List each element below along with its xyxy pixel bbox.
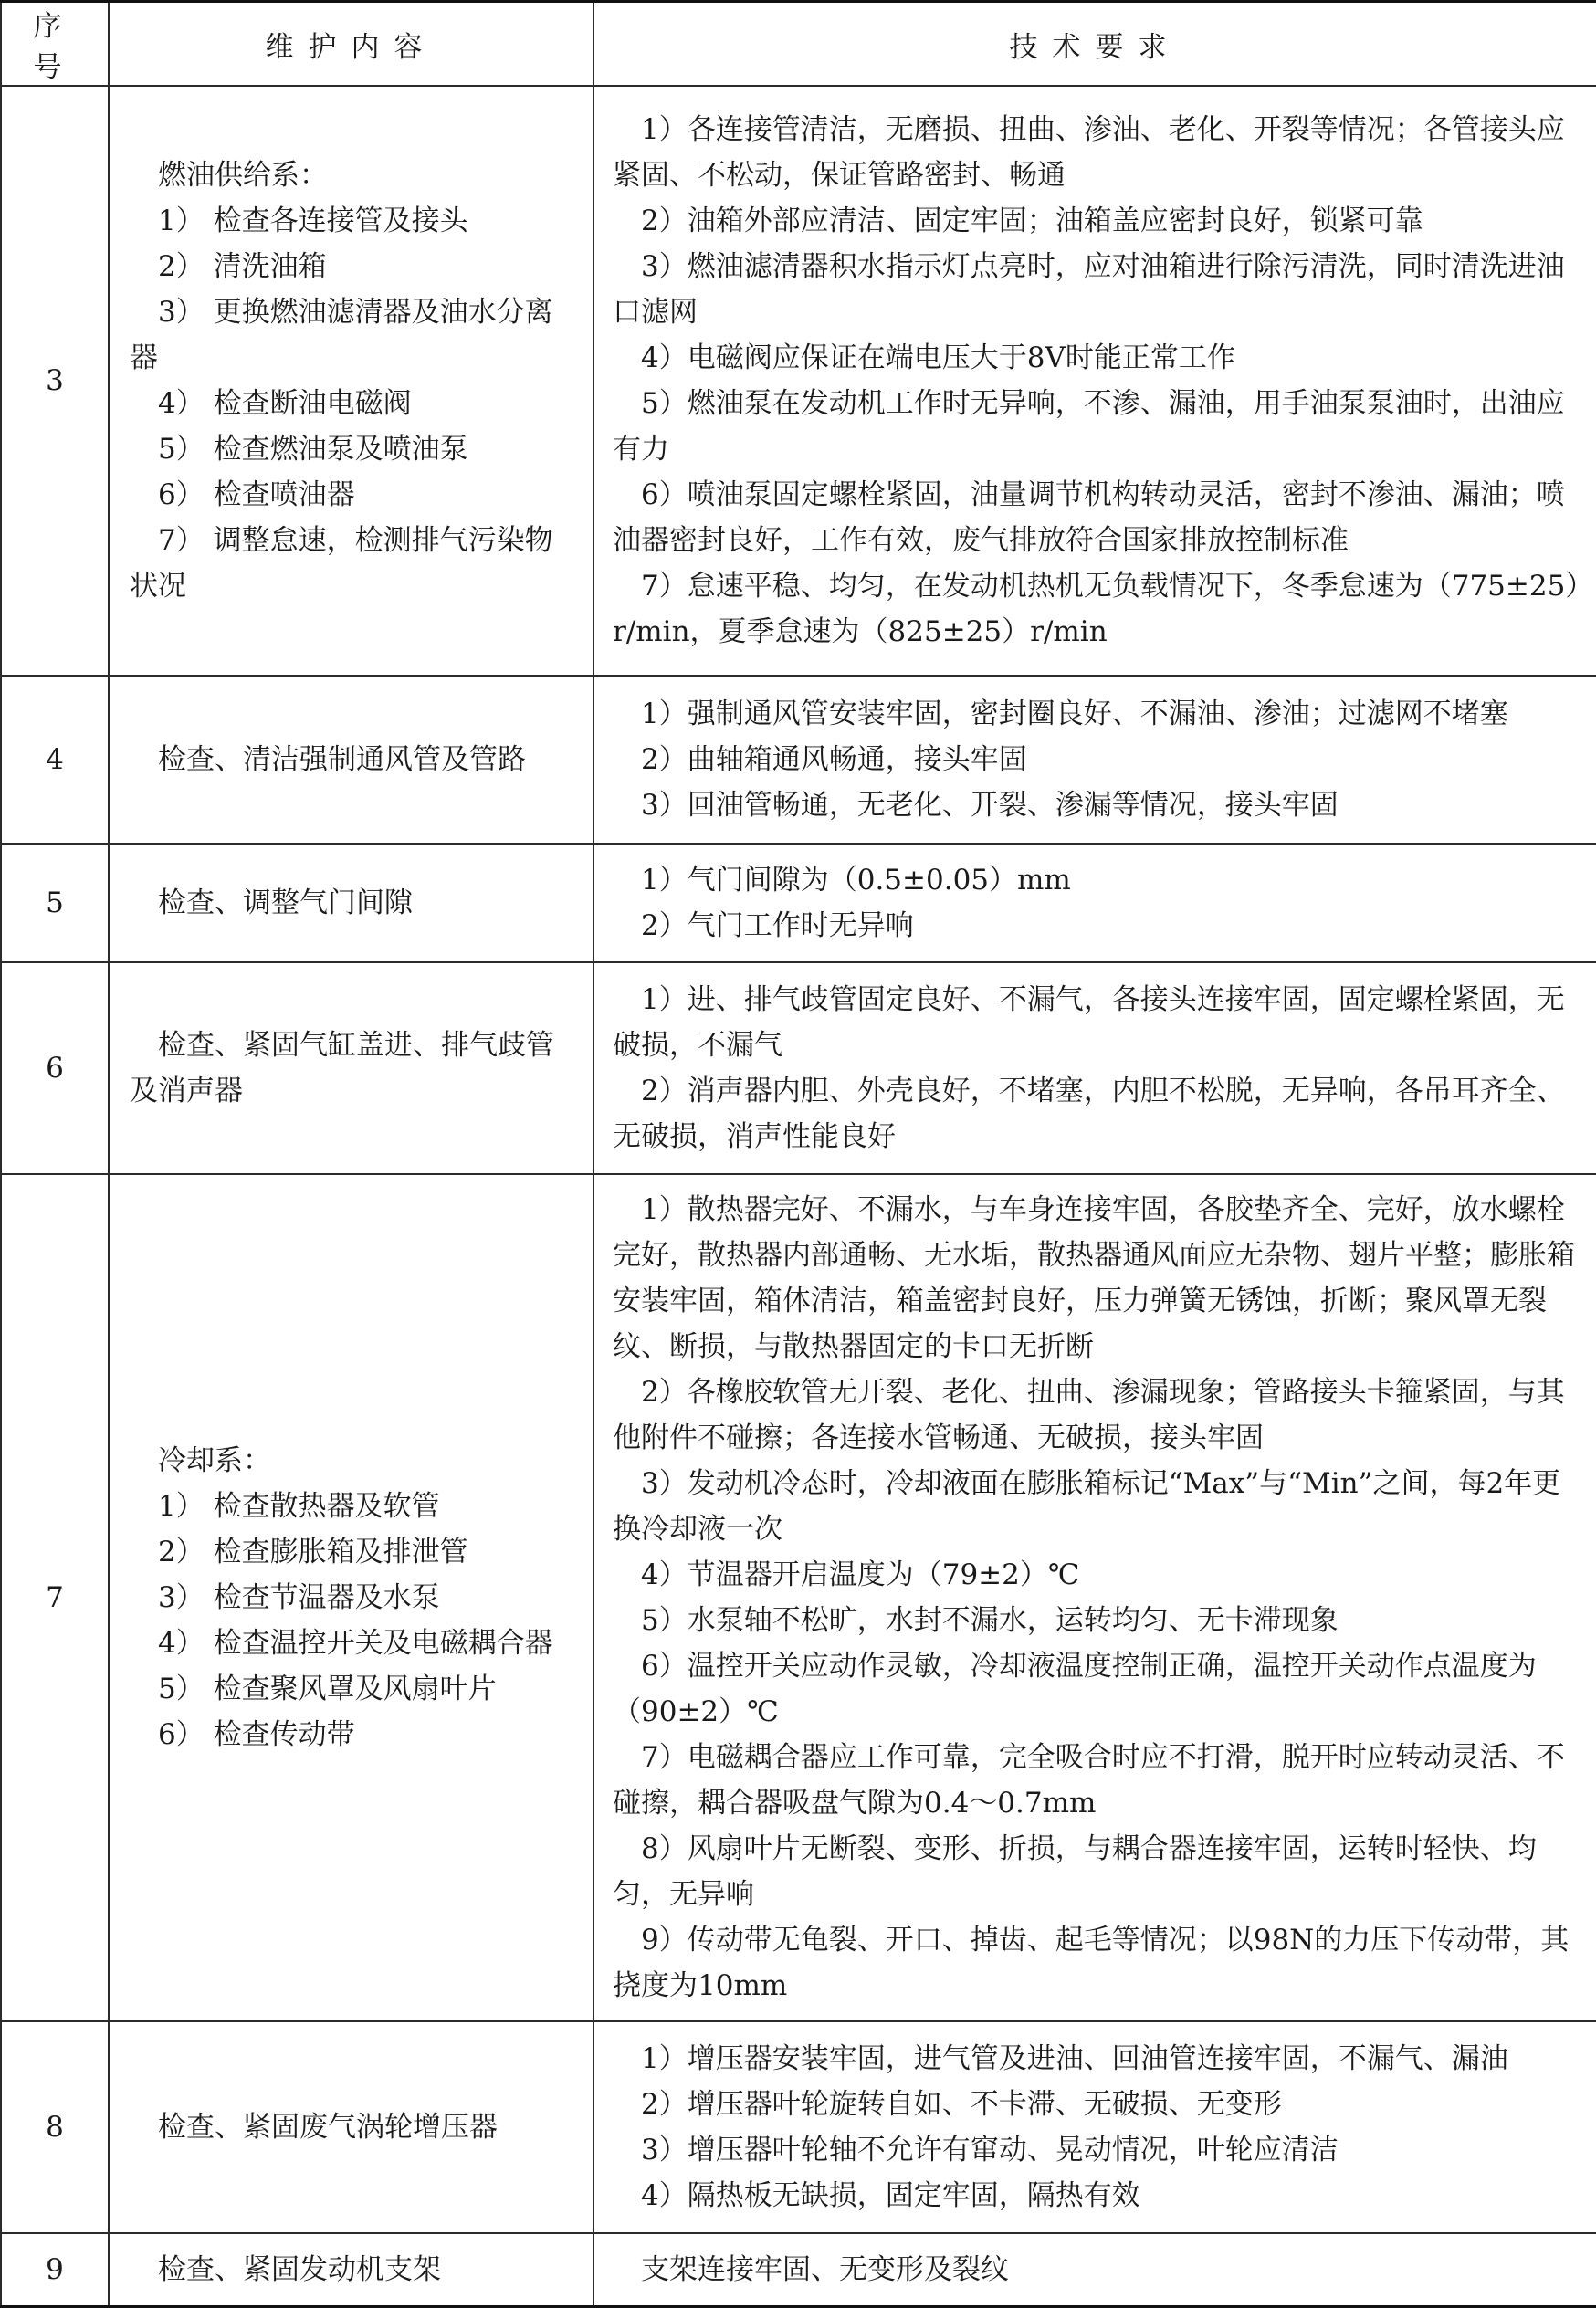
content-line: 5） 检查聚风罩及风扇叶片 bbox=[158, 1673, 497, 1705]
requirement-line: 9）传动带无龟裂、开口、掉齿、起毛等情况；以98N的力压下传动带，其挠度为10mm bbox=[613, 1924, 1570, 2002]
content-line: 燃油供给系： bbox=[158, 159, 328, 192]
technical-requirements bbox=[593, 676, 1596, 844]
maintenance-content bbox=[109, 844, 593, 962]
table-row bbox=[1, 1174, 1596, 2021]
requirement-line: 6）喷油泵固定螺栓紧固，油量调节机构转动灵活，密封不渗油、漏油；喷油器密封良好，工作有效，废气排放符合国家排放控制标准 bbox=[613, 478, 1565, 557]
requirement-line: 2）油箱外部应清洁、固定牢固；油箱盖应密封良好，锁紧可靠 bbox=[641, 205, 1423, 237]
header-requirements: 技术要求 bbox=[593, 2, 1596, 87]
table-row bbox=[1, 86, 1596, 676]
requirement-line: 2）增压器叶轮旋转自如、不卡滞、无破损、无变形 bbox=[641, 2088, 1282, 2121]
content-line: 3） 更换燃油滤清器及油水分离器 bbox=[130, 296, 553, 374]
requirement-line: 4）隔热板无缺损，固定牢固，隔热有效 bbox=[641, 2179, 1140, 2212]
content-line: 7） 调整怠速，检测排气污染物状况 bbox=[130, 524, 553, 603]
requirement-line: 支架连接牢固、无变形及裂纹 bbox=[641, 2253, 1009, 2286]
table-row bbox=[1, 844, 1596, 962]
maintenance-content bbox=[109, 1174, 593, 2021]
requirement-line: 6）温控开关应动作灵敏，冷却液温度控制正确，温控开关动作点温度为（90±2）℃ bbox=[613, 1650, 1537, 1728]
requirement-line: 8）风扇叶片无断裂、变形、折损，与耦合器连接牢固，运转时轻快、均匀，无异响 bbox=[613, 1832, 1537, 1911]
requirement-line: 3）回油管畅通，无老化、开裂、渗漏等情况，接头牢固 bbox=[641, 789, 1339, 822]
maintenance-content bbox=[109, 676, 593, 844]
requirement-line: 1）进、排气歧管固定良好、不漏气，各接头连接牢固，固定螺栓紧固，无破损，不漏气 bbox=[613, 983, 1565, 1062]
content-line: 4） 检查断油电磁阀 bbox=[158, 387, 412, 420]
requirement-line: 1）强制通风管安装牢固，密封圈良好、不漏油、渗油；过滤网不堵塞 bbox=[641, 698, 1508, 730]
content-line: 6） 检查喷油器 bbox=[158, 478, 355, 511]
content-line: 检查、紧固废气涡轮增压器 bbox=[158, 2111, 498, 2144]
requirement-line: 4）节温器开启温度为（79±2）℃ bbox=[641, 1558, 1080, 1591]
technical-requirements bbox=[593, 962, 1596, 1174]
technical-requirements bbox=[593, 2233, 1596, 2307]
content-line: 2） 清洗油箱 bbox=[158, 250, 327, 283]
maintenance-content bbox=[109, 962, 593, 1174]
header-num: 序 号 bbox=[1, 2, 109, 87]
table-header bbox=[1, 2, 1596, 87]
requirement-line: 3）增压器叶轮轴不允许有窜动、晃动情况，叶轮应清洁 bbox=[641, 2134, 1339, 2166]
content-line: 1） 检查各连接管及接头 bbox=[158, 205, 468, 237]
header-content: 维护内容 bbox=[109, 2, 593, 87]
content-line: 3） 检查节温器及水泵 bbox=[158, 1581, 440, 1614]
technical-requirements bbox=[593, 1174, 1596, 2021]
requirement-line: 2）消声器内胆、外壳良好，不堵塞，内胆不松脱，无异响，各吊耳齐全、无破损，消声性能良好 bbox=[613, 1075, 1565, 1153]
requirement-line: 5）水泵轴不松旷，水封不漏水，运转均匀、无卡滞现象 bbox=[641, 1604, 1339, 1637]
maintenance-content bbox=[109, 2233, 593, 2307]
requirement-line: 5）燃油泵在发动机工作时无异响，不渗、漏油，用手油泵泵油时，出油应有力 bbox=[613, 387, 1565, 466]
content-line: 检查、清洁强制通风管及管路 bbox=[158, 743, 526, 776]
row-number: 5 bbox=[1, 844, 109, 962]
requirement-line: 4）电磁阀应保证在端电压大于8V时能正常工作 bbox=[641, 341, 1235, 374]
content-line: 5） 检查燃油泵及喷油泵 bbox=[158, 433, 468, 466]
content-line: 1） 检查散热器及软管 bbox=[158, 1490, 440, 1523]
requirement-line: 1）散热器完好、不漏水，与车身连接牢固，各胶垫齐全、完好，放水螺栓完好，散热器内部通畅、无水垢，散热器通风面应无杂物、翅片平整；膨胀箱安装牢固，箱体清洁，箱盖密封良好，压力弹簧无锈蚀，折断；聚风罩无裂纹、断损，与散热器固定的卡口无折断 bbox=[613, 1193, 1575, 1363]
table-row bbox=[1, 962, 1596, 1174]
content-line: 检查、紧固发动机支架 bbox=[158, 2253, 441, 2286]
content-line: 4） 检查温控开关及电磁耦合器 bbox=[158, 1627, 553, 1660]
technical-requirements bbox=[593, 2021, 1596, 2233]
requirement-line: 7）电磁耦合器应工作可靠，完全吸合时应不打滑，脱开时应转动灵活、不碰擦，耦合器吸盘气隙为0.4～0.7mm bbox=[613, 1741, 1565, 1820]
row-number: 9 bbox=[1, 2233, 109, 2307]
table-row bbox=[1, 2233, 1596, 2307]
content-line: 检查、紧固气缸盖进、排气歧管及消声器 bbox=[130, 1029, 554, 1107]
row-number: 3 bbox=[1, 86, 109, 676]
table-row bbox=[1, 676, 1596, 844]
requirement-line: 2）气门工作时无异响 bbox=[641, 909, 914, 942]
content-line: 6） 检查传动带 bbox=[158, 1718, 355, 1751]
requirement-line: 7）怠速平稳、均匀，在发动机热机无负载情况下，冬季怠速为（775±25）r/min，夏季怠速为（825±25）r/min bbox=[613, 570, 1580, 648]
maintenance-content bbox=[109, 86, 593, 676]
row-number: 4 bbox=[1, 676, 109, 844]
content-line: 冷却系： bbox=[158, 1444, 271, 1477]
row-number: 8 bbox=[1, 2021, 109, 2233]
technical-requirements bbox=[593, 844, 1596, 962]
maintenance-content bbox=[109, 2021, 593, 2233]
requirement-line: 1）增压器安装牢固，进气管及进油、回油管连接牢固，不漏气、漏油 bbox=[641, 2042, 1508, 2075]
requirement-line: 1）气门间隙为（0.5±0.05）mm bbox=[641, 864, 1071, 897]
content-line: 2） 检查膨胀箱及排泄管 bbox=[158, 1536, 468, 1568]
technical-requirements bbox=[593, 86, 1596, 676]
table-row bbox=[1, 2021, 1596, 2233]
row-number: 6 bbox=[1, 962, 109, 1174]
requirement-line: 2）各橡胶软管无开裂、老化、扭曲、渗漏现象；管路接头卡箍紧固，与其他附件不碰擦；各连接水管畅通、无破损，接头牢固 bbox=[613, 1376, 1565, 1454]
row-number: 7 bbox=[1, 1174, 109, 2021]
content-line: 检查、调整气门间隙 bbox=[158, 886, 413, 919]
requirement-line: 3）发动机冷态时，冷却液面在膨胀箱标记“Max”与“Min”之间，每2年更换冷却液一次 bbox=[613, 1467, 1561, 1546]
requirement-line: 3）燃油滤清器积水指示灯点亮时，应对油箱进行除污清洗，同时清洗进油口滤网 bbox=[613, 250, 1565, 329]
requirement-line: 2）曲轴箱通风畅通，接头牢固 bbox=[641, 743, 1027, 776]
requirement-line: 1）各连接管清洁，无磨损、扭曲、渗油、老化、开裂等情况；各管接头应紧固、不松动，保证管路密封、畅通 bbox=[613, 113, 1565, 192]
